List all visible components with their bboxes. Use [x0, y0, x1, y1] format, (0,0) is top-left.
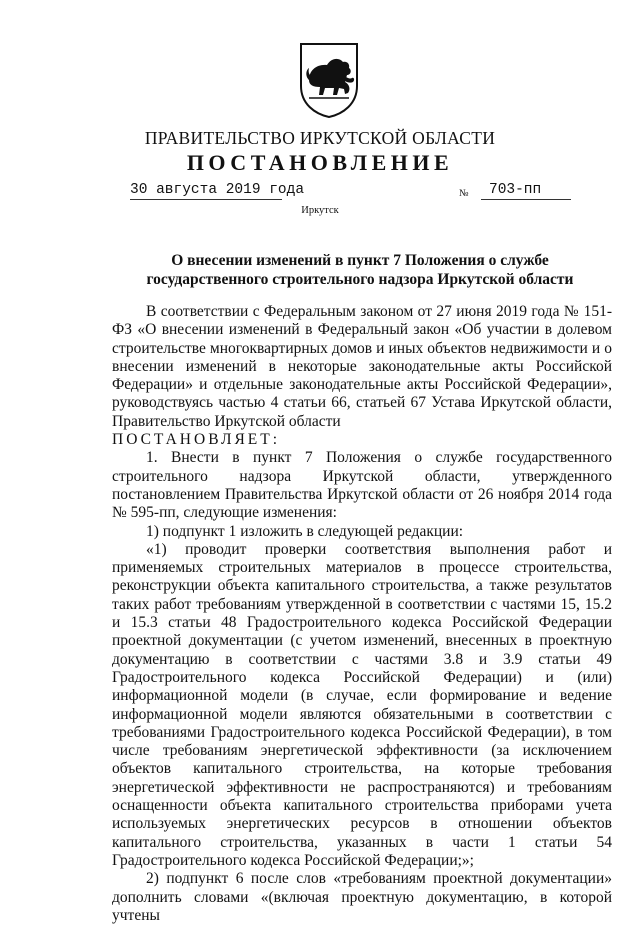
city-name: Иркутск — [301, 205, 339, 216]
document-number: 703-пп — [481, 182, 571, 200]
document-type: ПОСТАНОВЛЕНИЕ — [186, 150, 454, 175]
preamble-paragraph: В соответствии с Федеральным законом от 27 июня 2019 года № 151-ФЗ «О внесении изменений в Федеральный закон «Об участии в долевом строительстве многоквартирных домов и иных объектов недвижимости и о внесении изменений в некоторые законодательные акты Российской Федерации» и отдельные законодательные акты Российской Федерации», руководствуясь частью 4 статьи 66, статьей 67 Устава Иркутской области, Правительство Иркутской области — [112, 303, 612, 430]
document-heading: О внесении изменений в пункт 7 Положения о службе государственного строительного надзора Иркутской области — [146, 252, 574, 288]
subitem-1-paragraph: 1) подпункт 1 изложить в следующей редакции: — [146, 522, 464, 540]
coat-of-arms-icon — [297, 40, 361, 118]
government-name: ПРАВИТЕЛЬСТВО ИРКУТСКОЙ ОБЛАСТИ — [144, 128, 496, 148]
item-1-paragraph: 1. Внести в пункт 7 Положения о службе государственного строительного надзора Иркутской области, утвержденного постановлением Правительства Иркутской области от 26 ноября 2014 года № 595-пп, следующие изменения: — [112, 449, 612, 522]
document-date: 30 августа 2019 года — [130, 182, 305, 198]
resolves-keyword: ПОСТАНОВЛЯЕТ: — [112, 431, 281, 449]
number-sign: № — [459, 188, 469, 199]
document-body — [112, 303, 612, 925]
subitem-6-paragraph: 2) подпункт 6 после слов «требованиям проектной документации» дополнить словами «(включая проектную документацию, в которой учтены — [112, 870, 612, 924]
subitem-1-text-paragraph: «1) проводит проверки соответствия выполнения работ и применяемых строительных материалов в процессе строительства, реконструкции объекта капитального строительства, а также результатов таких работ требованиям утвержденной в соответствии с частями 15, 15.2 и 15.3 статьи 48 Градостроительного кодекса Российской Федерации проектной документации (с учетом изменений, внесенных в проектную документацию в соответствии с частями 3.8 и 3.9 статьи 49 Градостроительного кодекса Российской Федерации) и (или) информационной модели (в случае, если формирование и ведение информационной модели являются обязательными в соответствии с требованиями Градостроительного кодекса Российской Федерации), в том числе требованиям энергетической эффективности (за исключением объектов капитального строительства, на которые требования энергетической эффективности не распространяются) и требованиям оснащенности объекта капитального строительства приборами учета используемых энергетических ресурсов в отношении объектов капитального строительства, указанных в части 1 статьи 54 Градостроительного кодекса Российской Федерации;»; — [112, 540, 612, 869]
